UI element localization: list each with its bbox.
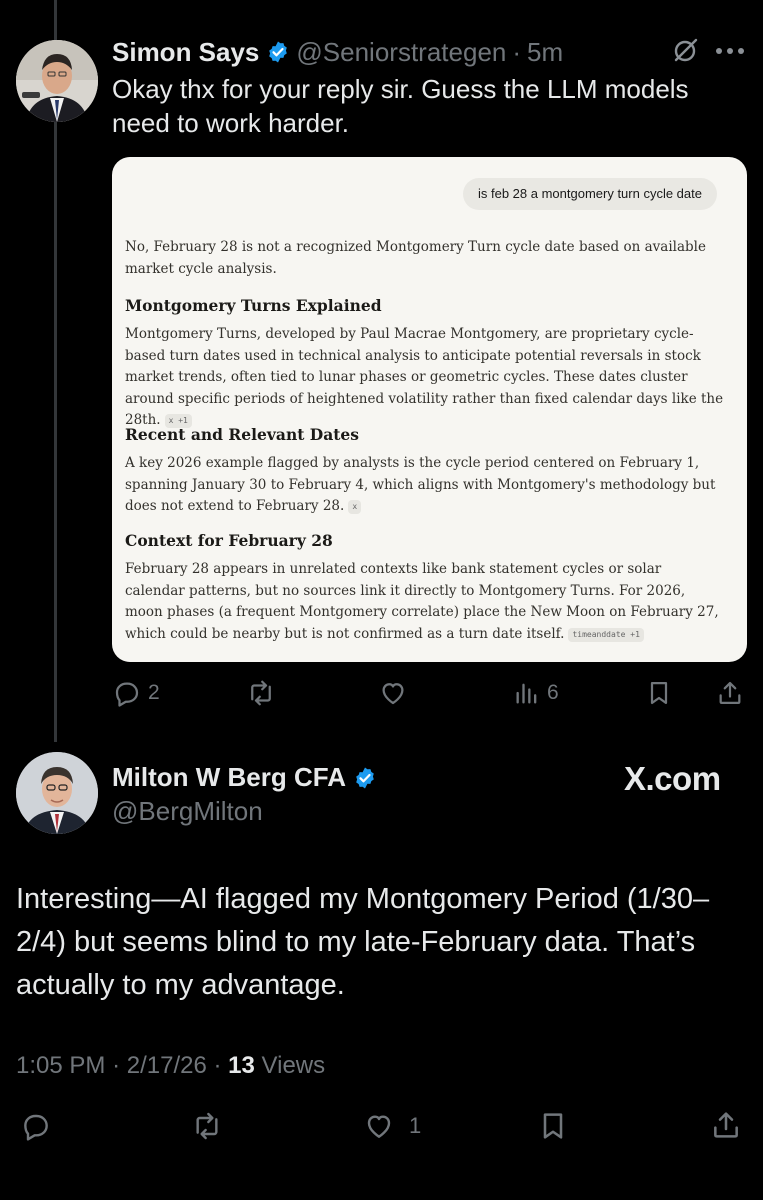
section-heading: Montgomery Turns Explained (125, 296, 382, 315)
like-button[interactable] (363, 1110, 421, 1142)
share-icon (710, 1108, 742, 1142)
display-name[interactable]: Simon Says (112, 36, 260, 67)
bookmark-button[interactable] (537, 1110, 569, 1142)
section-body: Montgomery Turns, developed by Paul Macrae Montgomery, are proprietary cycle-based turn dates used in technical analysis to anticipate potential reversals in stock market trends, often tied to lunar phases or geometric cycles. These dates cluster around specific periods of heightened volatility rather than fixed calendar days like the 28th. x +1 (125, 326, 724, 428)
section-heading: Recent and Relevant Dates (125, 425, 360, 444)
section-heading: Context for February 28 (125, 531, 333, 550)
tweet-time[interactable]: 1:05 PM (16, 1052, 106, 1079)
reply-icon (20, 1110, 52, 1142)
reply-button[interactable] (112, 678, 160, 708)
more-options-icon[interactable] (715, 47, 745, 55)
bookmark-button[interactable] (645, 678, 673, 708)
separator: · (512, 36, 522, 67)
tweet-text: Interesting—AI flagged my Montgomery Period (1/30–2/4) but seems blind to my late-February data. That’s actually to my advantage. (16, 883, 710, 1001)
tweet-text: Okay thx for your reply sir. Guess the LLM models need to work harder. (112, 74, 689, 138)
like-button[interactable] (378, 678, 408, 708)
views-button[interactable] (513, 678, 559, 708)
section-body: A key 2026 example flagged by analysts is the cycle period centered on February 1, spanning January 30 to February 4, which aligns with Montgomery's methodology but does not extend to February 28. x (125, 455, 716, 514)
bookmark-icon (537, 1110, 569, 1142)
heart-icon (378, 678, 408, 708)
handle[interactable]: @BergMilton (112, 796, 263, 826)
share-button[interactable] (716, 678, 744, 708)
handle[interactable]: @Seniorstrategen (296, 36, 507, 67)
timestamp[interactable]: 5m (527, 36, 564, 67)
reply-count: 2 (148, 681, 160, 704)
retweet-icon (190, 1110, 224, 1142)
like-count: 1 (409, 1113, 422, 1138)
source-chip[interactable]: x +1 (165, 414, 192, 428)
retweet-button[interactable] (245, 678, 277, 708)
tweet-meta (16, 1052, 325, 1080)
views-count: 13 (228, 1052, 255, 1079)
views-count: 6 (547, 681, 559, 704)
share-button[interactable] (710, 1108, 742, 1142)
tweet-header (112, 36, 652, 68)
avatar[interactable] (16, 40, 98, 122)
reply-icon (112, 678, 142, 708)
source-chip[interactable]: timeanddate +1 (568, 628, 643, 642)
display-name[interactable]: Milton W Berg CFA (112, 762, 346, 792)
views-label: Views (261, 1052, 326, 1079)
reply-button[interactable] (20, 1110, 52, 1142)
answer-intro: No, February 28 is not a recognized Montgomery Turn cycle date based on available market cycle analysis. (125, 239, 706, 277)
display-name-row (112, 762, 383, 793)
user-query-bubble: is feb 28 a montgomery turn cycle date (463, 178, 717, 210)
heart-icon (363, 1110, 395, 1142)
embedded-screenshot[interactable] (112, 157, 747, 662)
retweet-button[interactable] (190, 1110, 224, 1142)
retweet-icon (245, 678, 277, 708)
separator: · (112, 1052, 121, 1079)
bookmark-icon (645, 678, 673, 708)
source-chip[interactable]: x (348, 500, 361, 514)
avatar[interactable] (16, 752, 98, 834)
verified-badge-icon (353, 766, 377, 790)
section-body: February 28 appears in unrelated contexts like bank statement cycles or solar calendar patterns, but no sources link it directly to Montgomery Turns. For 2026, moon phases (a frequent Montgomery correlate) place the New Moon on February 27, which could be nearby but is not confirmed as a turn date itself. timeanddate +1 (125, 561, 719, 642)
grok-icon[interactable] (672, 36, 700, 64)
watermark: X.com (624, 760, 721, 797)
tweet-date[interactable]: 2/17/26 (126, 1052, 207, 1079)
verified-badge-icon (266, 40, 290, 64)
share-icon (716, 678, 744, 708)
views-icon (513, 678, 541, 708)
separator: · (213, 1052, 222, 1079)
